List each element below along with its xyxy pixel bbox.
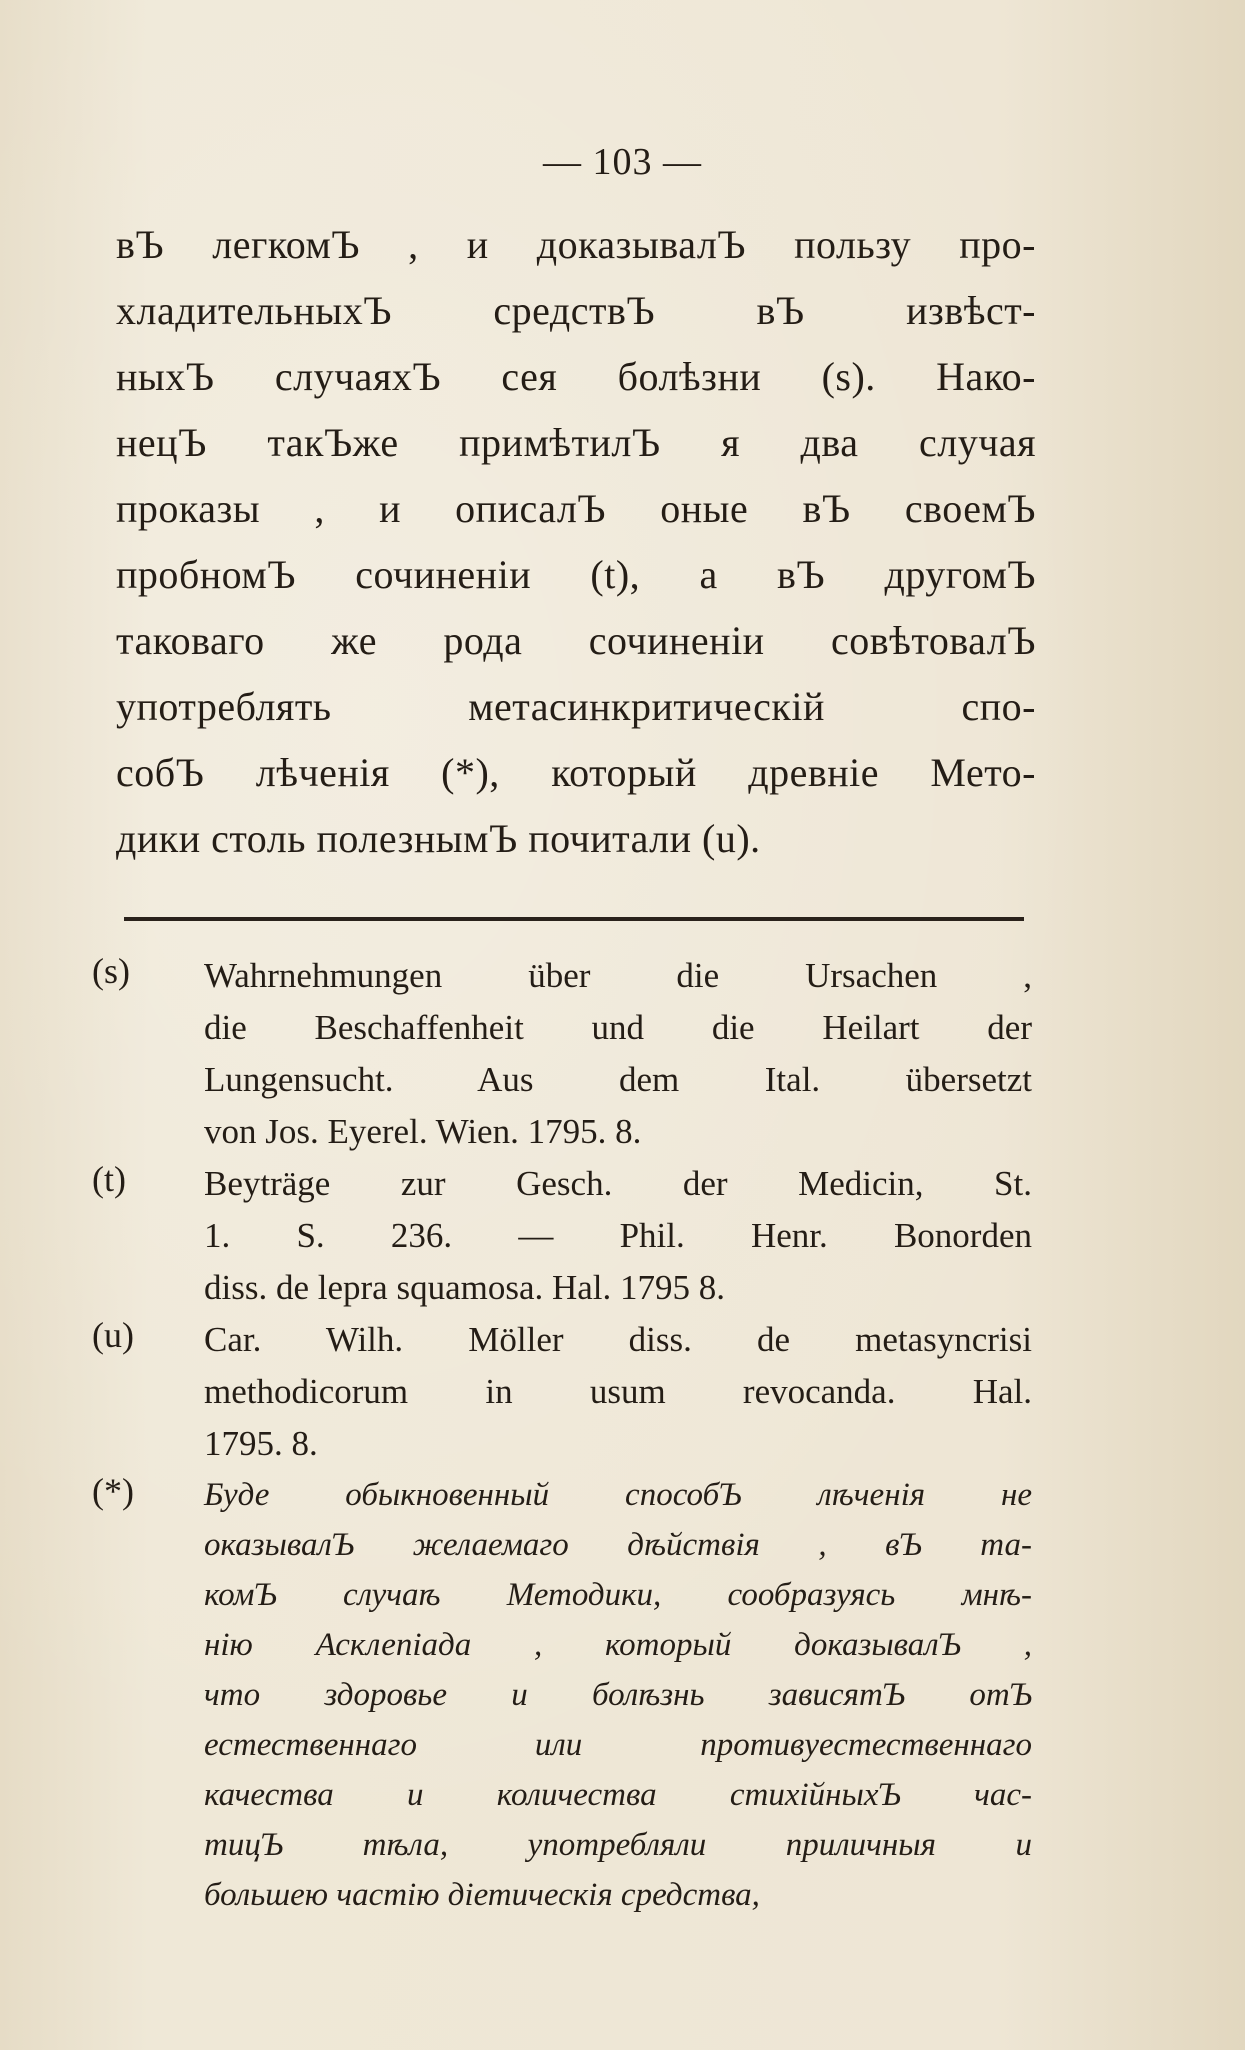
footnote-line: естественнаго или противуестественнаго [204,1727,1032,1763]
footnote-text [204,950,1032,1158]
text-line: ныхЪ случаяхЪ сея болѣзни (s). Нако- [116,354,1036,399]
footnote-mark: (s) [92,951,130,991]
footnote-line: Beyträge zur Gesch. der Medicin, St. [204,1164,1032,1203]
footnote-line: большею частію діетическія средства, [204,1877,760,1913]
footnote-line: Wahrnehmungen über die Ursachen , [204,956,1032,995]
footnote-u [92,1314,1032,1470]
footnote-line: Car. Wilh. Möller diss. de metasyncrisi [204,1320,1032,1359]
text-line: вЪ легкомЪ , и доказывалЪ пользу про- [116,222,1036,267]
footnote-s [92,950,1032,1158]
footnote-line: качества и количества стихійныхЪ час- [204,1777,1032,1813]
footnote-asterisk [92,1470,1032,1920]
text-line: таковаго же рода сочиненіи совѣтовалЪ [116,618,1036,663]
text-line: проказы , и описалЪ оные вЪ своемЪ [116,486,1036,531]
footnote-text [204,1470,1032,1920]
footnote-mark: (u) [92,1315,134,1355]
footnote-line: Lungensucht. Aus dem Ital. übersetzt [204,1060,1032,1099]
footnote-line: комЪ случаѣ Методики, сообразуясь мнѣ- [204,1577,1032,1613]
footnote-line: нію Асклепіада , который доказывалЪ , [204,1627,1032,1663]
footnote-mark: (*) [92,1471,134,1511]
page-number: — 103 — [543,141,702,183]
footnote-line: die Beschaffenheit und die Heilart der [204,1008,1032,1047]
footnote-text [204,1158,1032,1314]
footnote-line: 1795. 8. [204,1424,318,1463]
main-text [116,212,1036,872]
text-line: нецЪ такЪже примѣтилЪ я два случая [116,420,1036,465]
text-line: пробномЪ сочиненіи (t), а вЪ другомЪ [116,552,1036,597]
text-line: собЪ лѣченія (*), который древніе Мето- [116,750,1036,795]
footnote-t [92,1158,1032,1314]
footnote-line: methodicorum in usum revocanda. Hal. [204,1372,1032,1411]
footnote-line: что здоровье и болѣзнь зависятЪ отЪ [204,1677,1032,1713]
footnote-separator [124,917,1024,921]
text-line: дики столь полезнымЪ почитали (u). [116,816,761,861]
text-line: хладительныхЪ средствЪ вЪ извѣст- [116,288,1036,333]
footnote-line: von Jos. Eyerel. Wien. 1795. 8. [204,1112,642,1151]
footnote-line: тицЪ тѣла, употребляли приличныя и [204,1827,1032,1863]
footnote-mark: (t) [92,1159,126,1199]
footnote-line: 1. S. 236. — Phil. Henr. Bonorden [204,1216,1032,1255]
footnote-line: оказывалЪ желаемаго дѣйствія , вЪ та- [204,1527,1032,1563]
footnote-line: diss. de lepra squamosa. Hal. 1795 8. [204,1268,726,1307]
text-line: употреблять метасинкритическій спо- [116,684,1036,729]
footnote-text [204,1314,1032,1470]
footnotes [92,950,1032,1920]
footnote-line: Буде обыкновенный способЪ лѣченія не [204,1477,1032,1513]
